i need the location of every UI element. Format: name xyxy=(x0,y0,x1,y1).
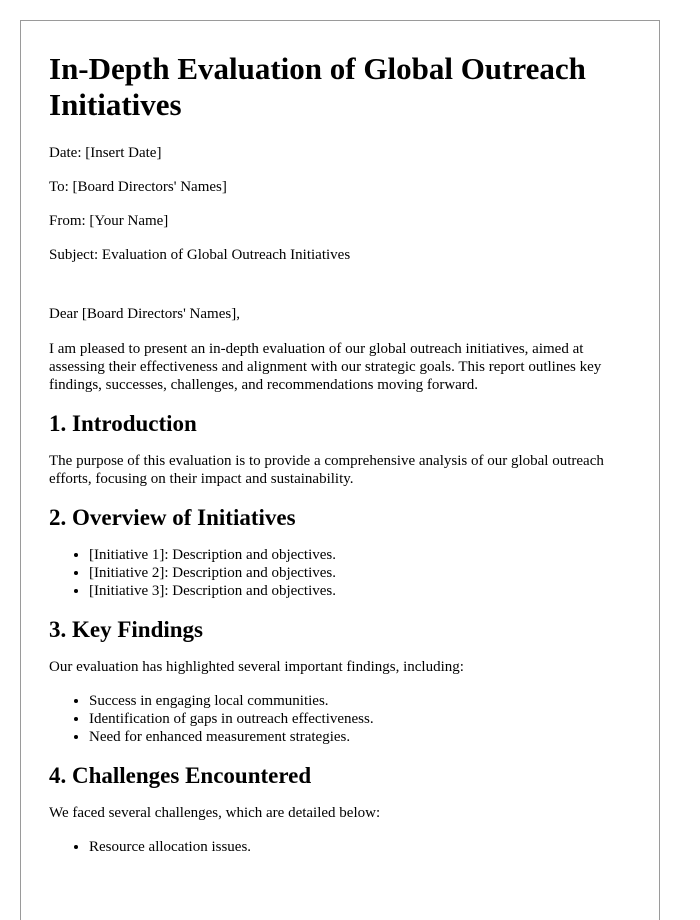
letter-header xyxy=(49,145,631,264)
initiatives-list xyxy=(49,546,631,600)
letter-page xyxy=(20,20,660,920)
intro-paragraph: I am pleased to present an in-depth evaluation of our global outreach initiatives, aimed at assessing their effectiveness and alignment with our strategic goals. This report outlines key findings, successes, challenges, and recommendations moving forward. xyxy=(49,341,602,393)
list-item: • Resource allocation issues. xyxy=(89,838,631,856)
subject-line: Subject: Evaluation of Global Outreach Initiatives xyxy=(49,247,351,263)
key-findings-paragraph: Our evaluation has highlighted several important findings, including: xyxy=(49,659,464,675)
section-heading-challenges: 4. Challenges Encountered xyxy=(49,763,312,788)
findings-list xyxy=(49,692,631,746)
list-item: • [Initiative 3]: Description and objectives. xyxy=(89,582,631,600)
salutation: Dear [Board Directors' Names], xyxy=(49,306,240,322)
document-title: In-Depth Evaluation of Global Outreach Initiatives xyxy=(49,51,586,122)
section-heading-key-findings: 3. Key Findings xyxy=(49,617,204,642)
list-item: • Need for enhanced measurement strategies. xyxy=(89,728,631,746)
challenges-paragraph: We faced several challenges, which are detailed below: xyxy=(49,805,381,821)
challenges-list xyxy=(49,838,631,856)
section-heading-introduction: 1. Introduction xyxy=(49,411,197,436)
introduction-paragraph: The purpose of this evaluation is to provide a comprehensive analysis of our global outreach efforts, focusing on their impact and sustainability. xyxy=(49,453,604,487)
list-item: • Identification of gaps in outreach effectiveness. xyxy=(89,710,631,728)
list-item: • [Initiative 1]: Description and objectives. xyxy=(89,546,631,564)
to-line: To: [Board Directors' Names] xyxy=(49,179,227,195)
from-line: From: [Your Name] xyxy=(49,213,169,229)
section-heading-overview: 2. Overview of Initiatives xyxy=(49,505,296,530)
list-item: • [Initiative 2]: Description and objectives. xyxy=(89,564,631,582)
list-item: • Success in engaging local communities. xyxy=(89,692,631,710)
date-line: Date: [Insert Date] xyxy=(49,145,162,161)
